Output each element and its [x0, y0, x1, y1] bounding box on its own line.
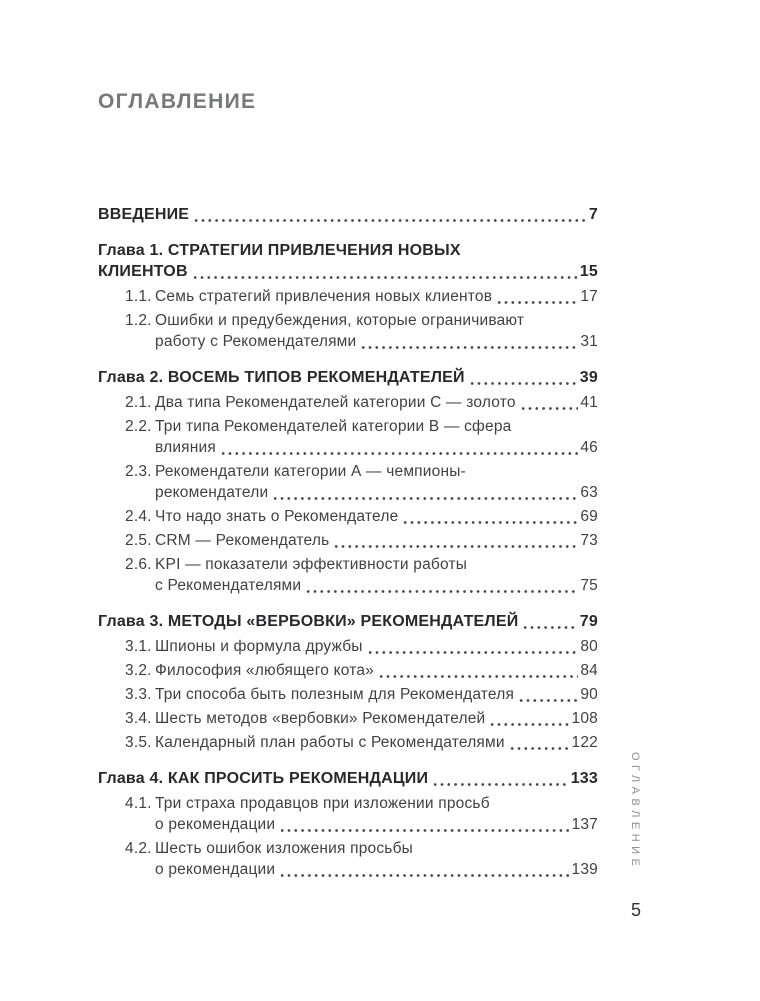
toc-entry-number: 3.3.: [125, 686, 152, 703]
toc-page-number: 133: [570, 770, 598, 787]
toc-entry-text: с Рекомендателями: [155, 577, 302, 594]
toc-entry-line: [98, 310, 598, 331]
toc-page-number: 31: [580, 333, 598, 350]
toc-entry-text: Три страха продавцов при изложении просьб: [155, 795, 490, 812]
toc-entry-text: Семь стратегий привлечения новых клиентов: [155, 288, 493, 305]
toc-entry-line: [98, 793, 598, 814]
toc-entry-text: KPI — показатели эффективности работы: [155, 556, 468, 573]
toc-entry-number: 3.2.: [125, 662, 152, 679]
toc-page-number: 41: [580, 394, 598, 411]
toc-entry-number: 2.5.: [125, 532, 152, 549]
toc-entry-text: Шесть методов «вербовки» Рекомендателей: [155, 710, 486, 727]
toc-entry-number: 1.2.: [125, 312, 152, 329]
toc-entry-text: Глава 4. КАК ПРОСИТЬ РЕКОМЕНДАЦИИ: [98, 770, 429, 787]
toc-sub-entry: [98, 554, 598, 596]
toc-page-number: 84: [580, 662, 598, 679]
toc-entry-line: [98, 554, 598, 575]
dotted-leader: [306, 575, 578, 596]
toc-sub-entry: [98, 461, 598, 503]
toc-sub-entry: [98, 416, 598, 458]
dotted-leader: [368, 636, 579, 657]
toc-entry-line: [98, 261, 598, 282]
toc-entry-line: [98, 437, 598, 458]
toc-sub-entry: [98, 708, 598, 729]
toc-entry-text: Шесть ошибок изложения просьбы: [155, 840, 413, 857]
toc-entry-text: Глава 1. СТРАТЕГИИ ПРИВЛЕЧЕНИЯ НОВЫХ: [98, 242, 461, 259]
folio-page-number: 5: [631, 900, 642, 920]
dotted-leader: [379, 660, 578, 681]
toc-entry-number: 3.1.: [125, 638, 152, 655]
toc-sub-entry: [98, 310, 598, 352]
dotted-leader: [490, 708, 569, 729]
toc-entry-line: [98, 838, 598, 859]
toc-page-number: 137: [571, 816, 598, 833]
toc-entry-text: Два типа Рекомендателей категории С — золото: [155, 394, 516, 411]
toc-entry-text: Рекомендатели категории А — чемпионы-: [155, 463, 466, 480]
toc-entry-text: Три типа Рекомендателей категории В — сфера: [155, 418, 512, 435]
dotted-leader: [497, 286, 578, 307]
toc-entry-text: Глава 3. МЕТОДЫ «ВЕРБОВКИ» РЕКОМЕНДАТЕЛЕЙ: [98, 613, 519, 630]
toc-entry-line: [98, 611, 598, 632]
toc-page-number: 108: [571, 710, 598, 727]
toc-sub-entry: [98, 793, 598, 835]
dotted-leader: [361, 331, 578, 352]
page-title: ОГЛАВЛЕНИЕ: [98, 90, 257, 113]
toc-entry-line: [98, 367, 598, 388]
dotted-leader: [510, 732, 570, 753]
toc-page-number: 122: [571, 734, 598, 751]
toc-entry-text: влияния: [155, 439, 216, 456]
toc-entry-text: работу с Рекомендателями: [155, 333, 357, 350]
toc-page-number: 17: [580, 288, 598, 305]
toc-page-number: 90: [580, 686, 598, 703]
dotted-leader: [521, 392, 579, 413]
dotted-leader: [280, 859, 569, 880]
toc-intro-entry: [98, 204, 598, 225]
toc-page-number: 73: [580, 532, 598, 549]
toc-sub-entry: [98, 506, 598, 527]
dotted-leader: [433, 768, 569, 789]
toc-page-number: 7: [588, 206, 598, 223]
dotted-leader: [194, 204, 587, 225]
toc-entry-number: 1.1.: [125, 288, 152, 305]
toc-entry-number: 4.1.: [125, 795, 152, 812]
toc-entry-text: Три способа быть полезным для Рекомендателя: [155, 686, 515, 703]
toc-entry-text: Глава 2. ВОСЕМЬ ТИПОВ РЕКОМЕНДАТЕЛЕЙ: [98, 369, 465, 386]
toc-entry-text: о рекомендации: [155, 816, 276, 833]
toc-entry-line: [98, 636, 598, 657]
toc-entry-line: [98, 708, 598, 729]
toc-entry-number: 2.4.: [125, 508, 152, 525]
toc-page-number: 75: [580, 577, 598, 594]
toc-entry-line: [98, 768, 598, 789]
toc-entry-line: [98, 204, 598, 225]
toc-chapter-entry: [98, 367, 598, 388]
toc-entry-line: [98, 530, 598, 551]
toc-entry-number: 4.2.: [125, 840, 152, 857]
toc-entry-text: Философия «любящего кота»: [155, 662, 374, 679]
toc-entry-line: [98, 859, 598, 880]
toc-chapter-entry: [98, 611, 598, 632]
toc-entry-line: [98, 392, 598, 413]
toc-entry-line: [98, 286, 598, 307]
toc-page-number: 69: [580, 508, 598, 525]
toc-sub-entry: [98, 392, 598, 413]
toc-page-number: 63: [580, 484, 598, 501]
toc-page-number: 15: [579, 263, 598, 280]
toc-entry-number: 2.6.: [125, 556, 152, 573]
toc-page-number: 39: [579, 369, 598, 386]
toc-page-number: 79: [579, 613, 598, 630]
dotted-leader: [470, 367, 578, 388]
toc-sub-entry: [98, 684, 598, 705]
toc-sub-entry: [98, 732, 598, 753]
toc-entry-number: 2.2.: [125, 418, 152, 435]
toc-entry-line: [98, 416, 598, 437]
toc-sub-entry: [98, 660, 598, 681]
toc-entry-number: 3.5.: [125, 734, 152, 751]
toc-chapter-entry: [98, 768, 598, 789]
toc-entry-text: Календарный план работы с Рекомендателями: [155, 734, 505, 751]
toc-entry-text: Что надо знать о Рекомендателе: [155, 508, 399, 525]
toc-entry-line: [98, 684, 598, 705]
toc-entry-text: о рекомендации: [155, 861, 276, 878]
dotted-leader: [334, 530, 578, 551]
sidebar-section-label: ОГЛАВЛЕНИЕ: [629, 752, 641, 871]
dotted-leader: [403, 506, 578, 527]
toc-entry-line: [98, 575, 598, 596]
dotted-leader: [523, 611, 577, 632]
toc-entry-line: [98, 732, 598, 753]
toc-entry-text: КЛИЕНТОВ: [98, 263, 188, 280]
toc-entry-number: 2.3.: [125, 463, 152, 480]
toc-page-number: 80: [580, 638, 598, 655]
toc-chapter-entry: [98, 240, 598, 282]
toc-entry-line: [98, 660, 598, 681]
toc-entry-text: ВВЕДЕНИЕ: [98, 206, 190, 223]
toc-entry-text: Шпионы и формула дружбы: [155, 638, 363, 655]
toc-entry-number: 3.4.: [125, 710, 152, 727]
toc-sub-entry: [98, 530, 598, 551]
toc-entry-line: [98, 240, 598, 261]
toc-entry-line: [98, 814, 598, 835]
toc-list: [98, 204, 598, 883]
toc-entry-line: [98, 482, 598, 503]
toc-entry-text: CRM — Рекомендатель: [155, 532, 330, 549]
toc-sub-entry: [98, 636, 598, 657]
dotted-leader: [221, 437, 578, 458]
dotted-leader: [273, 482, 578, 503]
toc-entry-line: [98, 461, 598, 482]
dotted-leader: [519, 684, 578, 705]
toc-page-number: 46: [580, 439, 598, 456]
dotted-leader: [193, 261, 578, 282]
dotted-leader: [280, 814, 569, 835]
toc-sub-entry: [98, 838, 598, 880]
toc-sub-entry: [98, 286, 598, 307]
toc-entry-text: Ошибки и предубеждения, которые ограничивают: [155, 312, 525, 329]
toc-entry-line: [98, 331, 598, 352]
toc-page-number: 139: [571, 861, 598, 878]
toc-entry-line: [98, 506, 598, 527]
toc-entry-text: рекомендатели: [155, 484, 269, 501]
toc-entry-number: 2.1.: [125, 394, 152, 411]
